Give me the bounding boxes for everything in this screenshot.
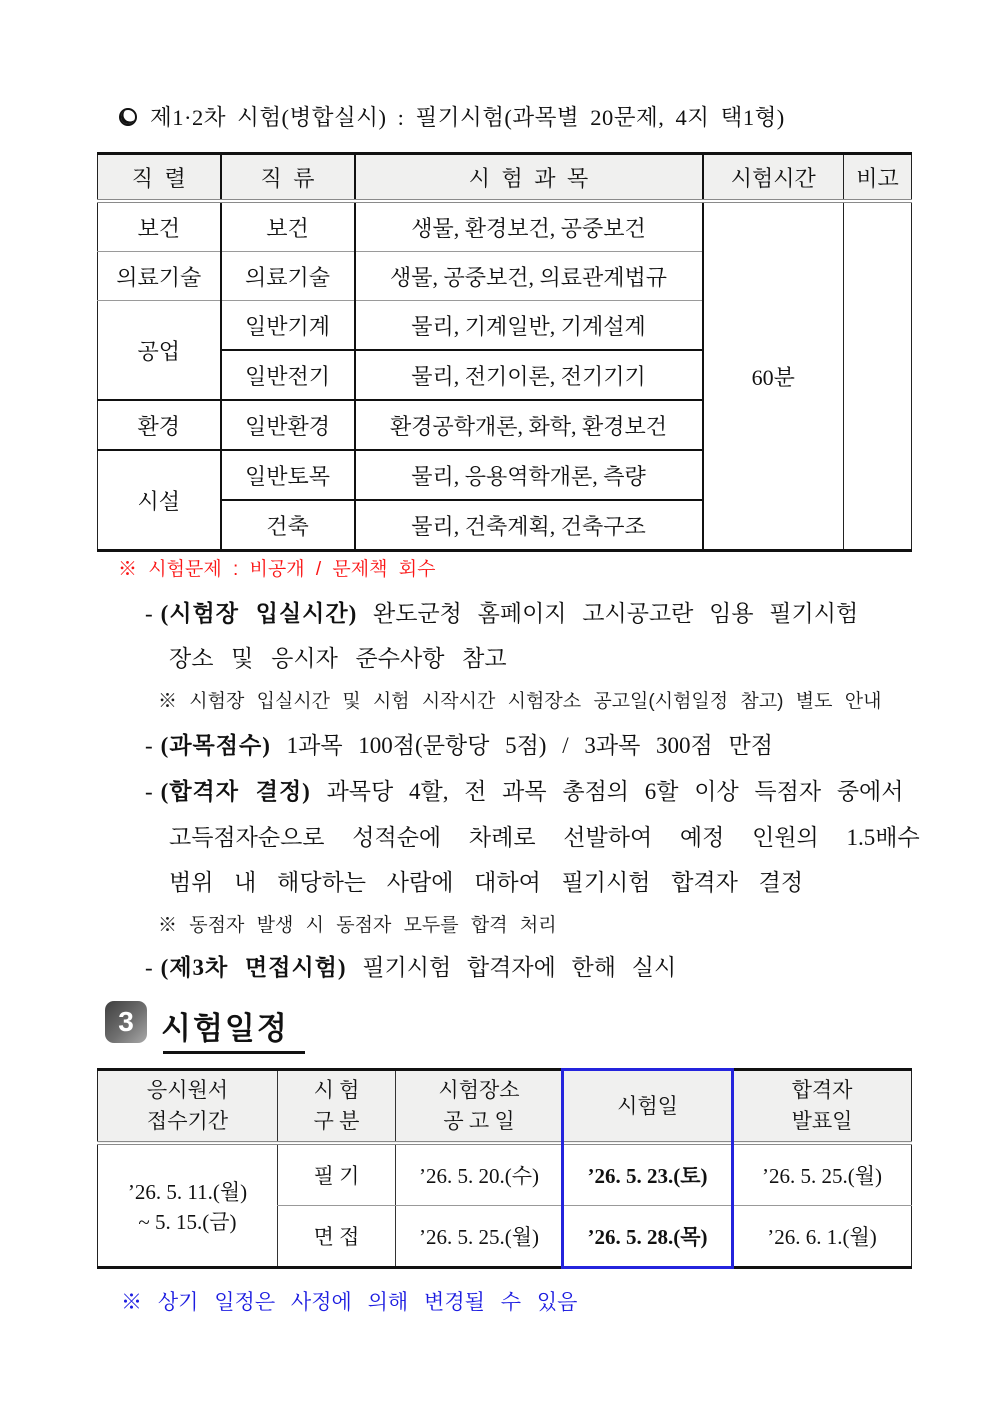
intro-line — [119, 100, 785, 132]
bullet-pass-bold: (합격자 결정) — [160, 779, 311, 804]
intro-text: 제1·2차 시험(병합실시) : 필기시험(과목별 20문제, 4지 택1형) — [150, 105, 785, 130]
header-category: 직 류 — [221, 154, 355, 202]
cell-category: 일반전기 — [221, 350, 355, 400]
exam-table — [97, 152, 912, 552]
bullet-pass — [145, 773, 904, 806]
cell-series: 환경 — [98, 400, 221, 450]
cell-series: 공업 — [98, 301, 221, 401]
dash-marker: - — [145, 601, 153, 626]
bullet-pass-cont2: 범위 내 해당하는 사람에 대하여 필기시험 합격자 결정 — [169, 870, 804, 895]
cell-exam-date: ’26. 5. 23.(토) — [563, 1143, 733, 1206]
bullet-interview-bold: (제3차 면접시험) — [160, 955, 347, 980]
cell-subjects: 물리, 전기이론, 전기기기 — [355, 350, 703, 400]
header-exam-day: 시험일 — [563, 1070, 733, 1144]
header-subjects: 시 험 과 목 — [355, 154, 703, 202]
exam-table-wrap — [97, 152, 911, 552]
cell-category: 일반토목 — [221, 450, 355, 500]
exam-table-header-row — [98, 154, 912, 202]
bullet-pass-cont1: 고득점자순으로 성적순에 차례로 선발하여 예정 인원의 1.5배수 — [169, 825, 920, 850]
bullet-pass-text: 과목당 4할, 전 과목 총점의 6할 이상 득점자 중에서 — [310, 779, 904, 804]
bullet-entry-text: 완도군청 홈페이지 고시공고란 임용 필기시험 — [357, 601, 859, 626]
section-title-underline — [163, 1051, 305, 1054]
table-row — [98, 201, 912, 252]
schedule-change-note: ※ 상기 일정은 사정에 의해 변경될 수 있음 — [121, 1291, 578, 1314]
cell-application-period: ’26. 5. 11.(월) ~ 5. 15.(금) — [98, 1143, 278, 1268]
bullet-entry-time — [145, 595, 858, 628]
bullet-interview — [145, 949, 676, 982]
header-series: 직 렬 — [98, 154, 221, 202]
cell-subjects: 물리, 기계일반, 기계설계 — [355, 301, 703, 351]
cell-category: 의료기술 — [221, 252, 355, 301]
cell-announce-date: ’26. 5. 20.(수) — [396, 1143, 563, 1206]
cell-category: 일반환경 — [221, 400, 355, 450]
cell-series: 의료기술 — [98, 252, 221, 301]
cell-result-date: ’26. 5. 25.(월) — [733, 1143, 912, 1206]
entry-time-subnote: ※ 시험장 입실시간 및 시험 시작시간 시험장소 공고일(시험일정 참고) 별도 안내 — [158, 691, 882, 712]
bullet-score-text: 1과목 100점(문항당 5점) / 3과목 300점 만점 — [270, 733, 773, 758]
cell-subjects: 생물, 공중보건, 의료관계법규 — [355, 252, 703, 301]
header-note: 비고 — [844, 154, 912, 202]
cell-category: 일반기계 — [221, 301, 355, 351]
cell-exam-type: 필 기 — [278, 1143, 396, 1206]
dash-marker: - — [145, 779, 153, 804]
cell-note — [844, 201, 912, 551]
cell-duration: 60분 — [703, 201, 844, 551]
cell-exam-type: 면 접 — [278, 1206, 396, 1268]
dash-marker: - — [145, 733, 153, 758]
cell-exam-date: ’26. 5. 28.(목) — [563, 1206, 733, 1268]
problem-confidential-note: ※ 시험문제 : 비공개 / 문제책 회수 — [118, 559, 436, 580]
schedule-row-written — [98, 1143, 912, 1206]
bullet-score — [145, 727, 773, 760]
cell-series: 시설 — [98, 450, 221, 551]
cell-subjects: 물리, 응용역학개론, 측량 — [355, 450, 703, 500]
cell-result-date: ’26. 6. 1.(월) — [733, 1206, 912, 1268]
header-result-day: 합격자 발표일 — [733, 1070, 912, 1144]
cell-subjects: 물리, 건축계획, 건축구조 — [355, 500, 703, 551]
schedule-table-wrap — [97, 1068, 911, 1269]
schedule-table — [97, 1068, 912, 1269]
circle-bullet-icon — [119, 108, 137, 126]
bullet-score-bold: (과목점수) — [160, 733, 271, 758]
cell-announce-date: ’26. 5. 25.(월) — [396, 1206, 563, 1268]
schedule-header-row — [98, 1070, 912, 1144]
section-number-badge: 3 — [105, 1001, 147, 1043]
cell-subjects: 환경공학개론, 화학, 환경보건 — [355, 400, 703, 450]
cell-subjects: 생물, 환경보건, 공중보건 — [355, 201, 703, 252]
header-exam-type: 시 험 구 분 — [278, 1070, 396, 1144]
section-title: 시험일정 — [161, 1011, 289, 1046]
bullet-entry-bold: (시험장 입실시간) — [160, 601, 358, 626]
cell-category: 보건 — [221, 201, 355, 252]
header-duration: 시험시간 — [703, 154, 844, 202]
header-venue-announce: 시험장소 공 고 일 — [396, 1070, 563, 1144]
header-application-period: 응시원서 접수기간 — [98, 1070, 278, 1144]
bullet-interview-text: 필기시험 합격자에 한해 실시 — [346, 955, 677, 980]
cell-series: 보건 — [98, 201, 221, 252]
bullet-entry-cont: 장소 및 응시자 준수사항 참고 — [169, 646, 507, 671]
dash-marker: - — [145, 955, 153, 980]
cell-category: 건축 — [221, 500, 355, 551]
tie-subnote: ※ 동점자 발생 시 동점자 모두를 합격 처리 — [158, 915, 557, 936]
